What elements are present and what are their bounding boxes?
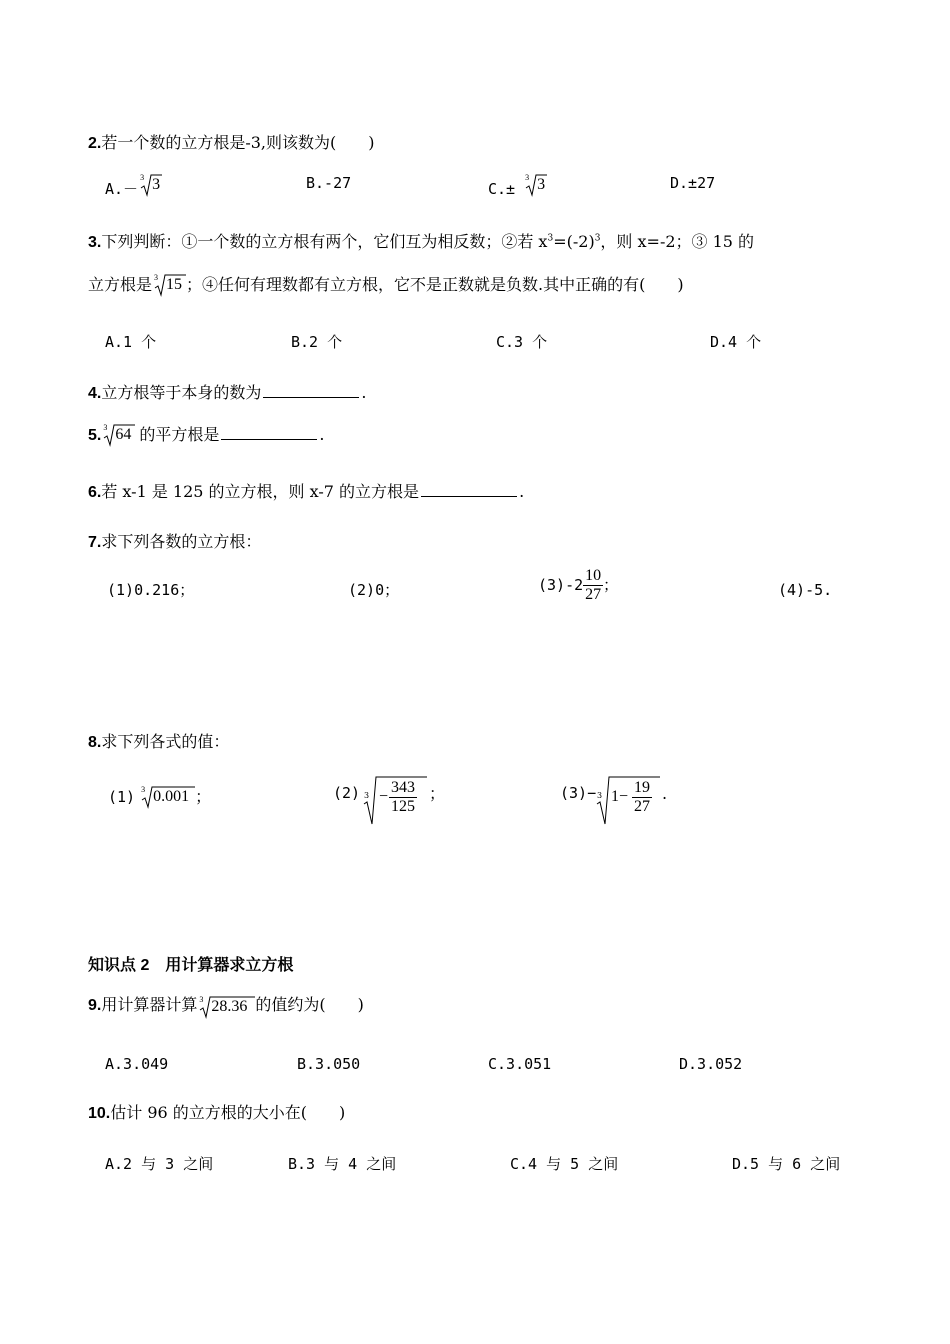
cube-root bbox=[139, 786, 195, 806]
option-label: A.－ bbox=[105, 180, 139, 198]
sub-item-label: (3)− bbox=[560, 784, 597, 802]
question-4 bbox=[88, 385, 366, 402]
numerator: 10 bbox=[585, 567, 602, 584]
radicand: 0.001 bbox=[153, 788, 190, 805]
question-3-line-1 bbox=[88, 234, 754, 251]
fraction bbox=[583, 567, 603, 604]
question-number: 7. bbox=[88, 534, 102, 551]
question-5 bbox=[88, 424, 324, 444]
punctuation: . bbox=[662, 784, 668, 803]
option-b: B.3.050 bbox=[297, 1055, 361, 1073]
question-number: 9. bbox=[88, 997, 102, 1014]
option-c: C.3.051 bbox=[488, 1055, 552, 1073]
fraction bbox=[632, 779, 652, 816]
question-9 bbox=[88, 996, 364, 1016]
option-d: D.3.052 bbox=[679, 1055, 743, 1073]
question-number: 5. bbox=[88, 427, 102, 444]
question-text: 估计 96 的立方根的大小在( ) bbox=[110, 1103, 346, 1122]
radicand: 15 bbox=[166, 276, 183, 293]
question-number: 6. bbox=[88, 484, 102, 501]
cube-root bbox=[523, 174, 547, 194]
punctuation: . bbox=[319, 425, 325, 444]
answer-blank[interactable] bbox=[221, 438, 317, 440]
punctuation: ； bbox=[603, 576, 619, 594]
sub-item-label: (1) bbox=[108, 788, 136, 806]
radicand: 28.36 bbox=[211, 998, 248, 1015]
sub-item-2: (2)0； bbox=[348, 581, 400, 599]
punctuation: . bbox=[519, 482, 525, 501]
option-b: B.3 与 4 之间 bbox=[288, 1155, 397, 1173]
sub-item-4: (4)-5. bbox=[778, 581, 833, 599]
radical-index: 3 bbox=[525, 173, 530, 182]
option-label: C.± bbox=[488, 180, 516, 198]
cube-root bbox=[138, 174, 162, 194]
question-text: ，则 x=-2；③ 15 的 bbox=[600, 232, 755, 251]
radical-index: 3 bbox=[103, 423, 108, 432]
question-6 bbox=[88, 484, 524, 501]
radical-index: 3 bbox=[364, 791, 370, 800]
question-text: 若 x-1 是 125 的立方根，则 x-7 的立方根是 bbox=[101, 482, 420, 501]
denominator: 125 bbox=[391, 798, 415, 815]
radicand: 3 bbox=[537, 176, 546, 193]
answer-blank[interactable] bbox=[421, 495, 517, 497]
question-text: =(-2) bbox=[553, 232, 595, 251]
radical-index: 3 bbox=[141, 785, 146, 794]
punctuation: ； bbox=[195, 787, 212, 806]
radical-index: 3 bbox=[140, 173, 145, 182]
option-d: D.4 个 bbox=[710, 333, 762, 351]
sub-item-label: (2) bbox=[333, 784, 361, 802]
numerator: 19 bbox=[634, 779, 650, 796]
option-d: D.±27 bbox=[670, 174, 716, 192]
question-3-line-2 bbox=[88, 274, 684, 294]
question-text: ；④任何有理数都有立方根，它不是正数就是负数.其中正确的有( ) bbox=[186, 275, 684, 294]
sub-item-label: (3)-2 bbox=[538, 576, 584, 594]
option-d: D.5 与 6 之间 bbox=[732, 1155, 841, 1173]
question-2 bbox=[88, 135, 375, 152]
option-a bbox=[105, 174, 162, 197]
question-8 bbox=[88, 734, 229, 751]
punctuation: ； bbox=[429, 784, 446, 803]
superscript: 3 bbox=[547, 233, 554, 244]
radicand: 64 bbox=[115, 426, 132, 443]
option-c: C.4 与 5 之间 bbox=[510, 1155, 619, 1173]
expression: 1− bbox=[611, 788, 629, 805]
answer-blank[interactable] bbox=[263, 396, 359, 398]
denominator: 27 bbox=[585, 586, 602, 603]
denominator: 27 bbox=[634, 798, 650, 815]
radical-index: 3 bbox=[154, 273, 159, 282]
question-text: 若一个数的立方根是-3,则该数为( ) bbox=[101, 133, 375, 152]
minus-sign: − bbox=[379, 788, 389, 805]
punctuation: . bbox=[361, 383, 367, 402]
question-text: 求下列各式的值： bbox=[101, 732, 230, 751]
question-text: 的值约为( ) bbox=[255, 995, 364, 1014]
question-text: 的平方根是 bbox=[139, 425, 220, 444]
cube-root bbox=[101, 424, 135, 444]
sub-item-1: (1)0.216； bbox=[107, 581, 195, 599]
question-number: 8. bbox=[88, 734, 102, 751]
cube-root bbox=[152, 274, 186, 294]
fraction bbox=[389, 779, 417, 816]
question-number: 3. bbox=[88, 234, 102, 251]
numerator: 343 bbox=[391, 779, 415, 796]
option-c: C.3 个 bbox=[496, 333, 548, 351]
radicand: 3 bbox=[152, 176, 161, 193]
question-text: 下列判断：①一个数的立方根有两个，它们互为相反数；②若 x bbox=[101, 232, 548, 251]
sub-item-1 bbox=[108, 786, 211, 806]
cube-root bbox=[596, 776, 662, 824]
option-a: A.1 个 bbox=[105, 333, 157, 351]
cube-root bbox=[197, 996, 255, 1016]
radical-sign-icon bbox=[596, 776, 662, 826]
option-a: A.3.049 bbox=[105, 1055, 169, 1073]
question-number: 4. bbox=[88, 385, 102, 402]
question-7 bbox=[88, 534, 261, 551]
option-b: B.2 个 bbox=[291, 333, 343, 351]
option-c bbox=[488, 174, 547, 197]
option-a: A.2 与 3 之间 bbox=[105, 1155, 214, 1173]
section-heading: 知识点 2 用计算器求立方根 bbox=[88, 957, 294, 974]
question-text: 求下列各数的立方根： bbox=[101, 532, 262, 551]
question-number: 10. bbox=[88, 1105, 111, 1122]
question-10 bbox=[88, 1105, 345, 1122]
cube-root bbox=[363, 776, 429, 824]
question-text: 立方根是 bbox=[88, 275, 153, 294]
option-b: B.-27 bbox=[306, 174, 352, 192]
radical-index: 3 bbox=[199, 995, 204, 1004]
sub-item-3 bbox=[538, 567, 618, 604]
question-text: 立方根等于本身的数为 bbox=[101, 383, 262, 402]
radical-index: 3 bbox=[597, 791, 603, 800]
question-number: 2. bbox=[88, 135, 102, 152]
question-text: 用计算器计算 bbox=[101, 995, 198, 1014]
superscript: 3 bbox=[594, 233, 601, 244]
